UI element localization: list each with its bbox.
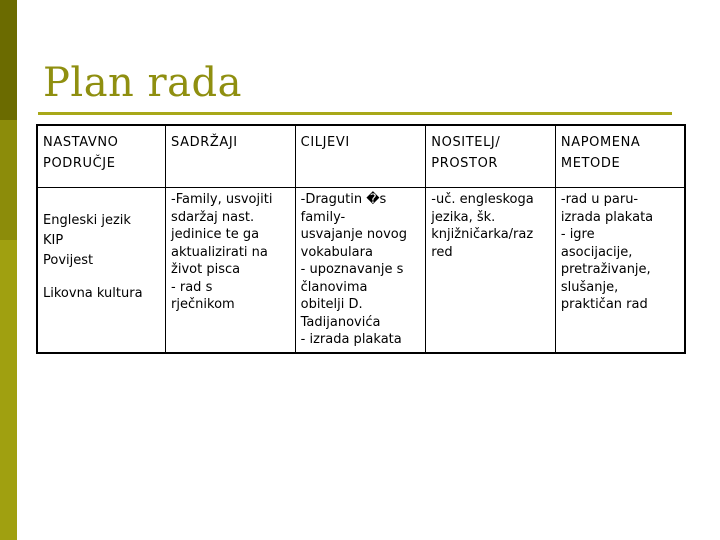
holder-text: -uč. engleskoga jezika, šk. knjižničarka/raz red <box>431 192 534 260</box>
header-subject-area <box>37 125 166 188</box>
header-notes-methods <box>555 125 685 188</box>
header-notes-line1: NAPOMENA <box>560 135 641 150</box>
plan-table <box>36 124 686 354</box>
header-holder-line2: PROSTOR <box>431 156 499 171</box>
header-holder-line1: NOSITELJ/ <box>431 135 501 150</box>
title-divider <box>38 112 672 115</box>
notes-text: -rad u paru- izrada plakata - igre asocijacije, pretraživanje, slušanje, praktičan rad <box>560 192 654 312</box>
content-text: -Family, usvojiti sdaržaj nast. jedinice te ga aktualizirati na život pisca - rad s rječnikom <box>171 192 273 312</box>
cell-notes <box>555 188 685 353</box>
header-goals-label: CILJEVI <box>300 135 350 150</box>
slide-title: Plan rada <box>43 60 242 106</box>
header-holder-place <box>426 125 556 188</box>
cell-holder <box>426 188 556 353</box>
header-content <box>166 125 296 188</box>
decor-stripe-top <box>0 0 17 120</box>
header-subject-area-line1: NASTAVNO <box>43 135 119 150</box>
decor-stripe-middle <box>0 120 17 240</box>
cell-subjects <box>37 188 166 353</box>
table-header-row <box>37 125 685 188</box>
header-goals <box>295 125 426 188</box>
table-row <box>37 188 685 353</box>
subject-item: Povijest <box>43 253 94 268</box>
cell-content <box>166 188 296 353</box>
cell-goals <box>295 188 426 353</box>
subject-item: KIP <box>43 233 64 248</box>
goals-text: -Dragutin �s family- usvajanje novog vokabulara - upoznavanje s članovima obitelji D. Tadijanovića - izrada plakata <box>300 192 407 347</box>
header-subject-area-line2: PODRUČJE <box>43 156 116 171</box>
decor-stripe-bottom <box>0 240 17 540</box>
subject-item: Engleski jezik <box>43 213 131 228</box>
header-notes-line2: METODE <box>560 156 621 171</box>
subject-item: Likovna kultura <box>43 286 143 301</box>
header-content-label: SADRŽAJI <box>171 135 238 150</box>
